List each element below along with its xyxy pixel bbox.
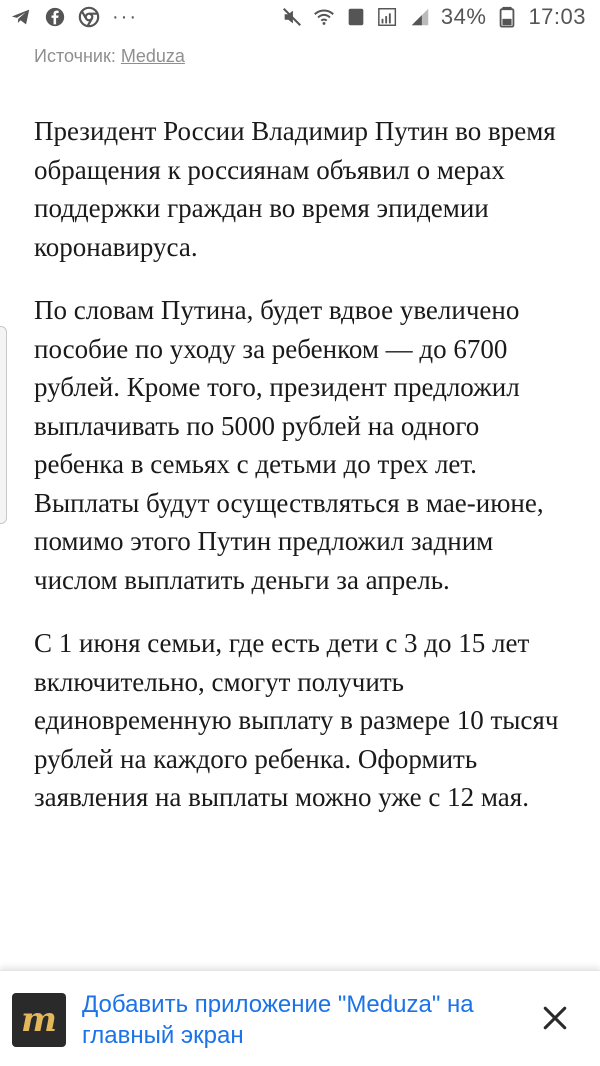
status-bar-notifications <box>10 6 138 28</box>
signal-strength-icon <box>409 6 431 28</box>
close-icon <box>542 1005 568 1031</box>
close-banner-button[interactable] <box>540 1003 570 1033</box>
source-link[interactable]: Meduza <box>120 46 185 66</box>
meduza-logo-letter: m <box>21 1000 57 1040</box>
more-notifications-icon: ··· <box>112 6 138 28</box>
article-body <box>34 112 574 842</box>
source-label: Источник: <box>34 46 116 66</box>
sim-icon <box>345 6 367 28</box>
article-source <box>34 46 185 67</box>
edge-panel-handle[interactable] <box>0 326 7 524</box>
signal-icon <box>377 6 399 28</box>
article-paragraph: Президент России Владимир Путин во время обращения к россиянам объявил о мерах поддержки граждан во время эпидемии коронавируса. <box>34 116 556 262</box>
facebook-icon <box>44 6 66 28</box>
telegram-icon <box>10 6 32 28</box>
status-bar <box>0 0 600 38</box>
wifi-icon <box>313 6 335 28</box>
battery-icon <box>496 6 518 28</box>
article-paragraph: С 1 июня семьи, где есть дети с 3 до 15 лет включительно, смогут получить единовременную выплату в размере 10 тысяч рублей на каждого ребенка. Оформить заявления на выплаты можно уже с 12 мая. <box>34 628 559 812</box>
clock: 17:03 <box>528 4 586 29</box>
add-to-home-text[interactable]: Добавить приложение "Meduza" на главный экран <box>82 991 474 1049</box>
status-bar-system <box>281 4 586 30</box>
mute-icon <box>281 6 303 28</box>
article-paragraph: По словам Путина, будет вдвое увеличено пособие по уходу за ребенком — до 6700 рублей. Кроме того, президент предложил выплачивать по 5000 рублей на одного ребенка в семьях с детьми до трех лет. Выплаты будут осуществляться в мае-июне, помимо этого Путин предложил задним числом выплатить деньги за апрель. <box>34 295 544 595</box>
add-to-home-banner[interactable] <box>0 970 600 1066</box>
chrome-icon <box>78 6 100 28</box>
meduza-logo <box>12 993 66 1047</box>
battery-percentage: 34% <box>440 4 487 29</box>
